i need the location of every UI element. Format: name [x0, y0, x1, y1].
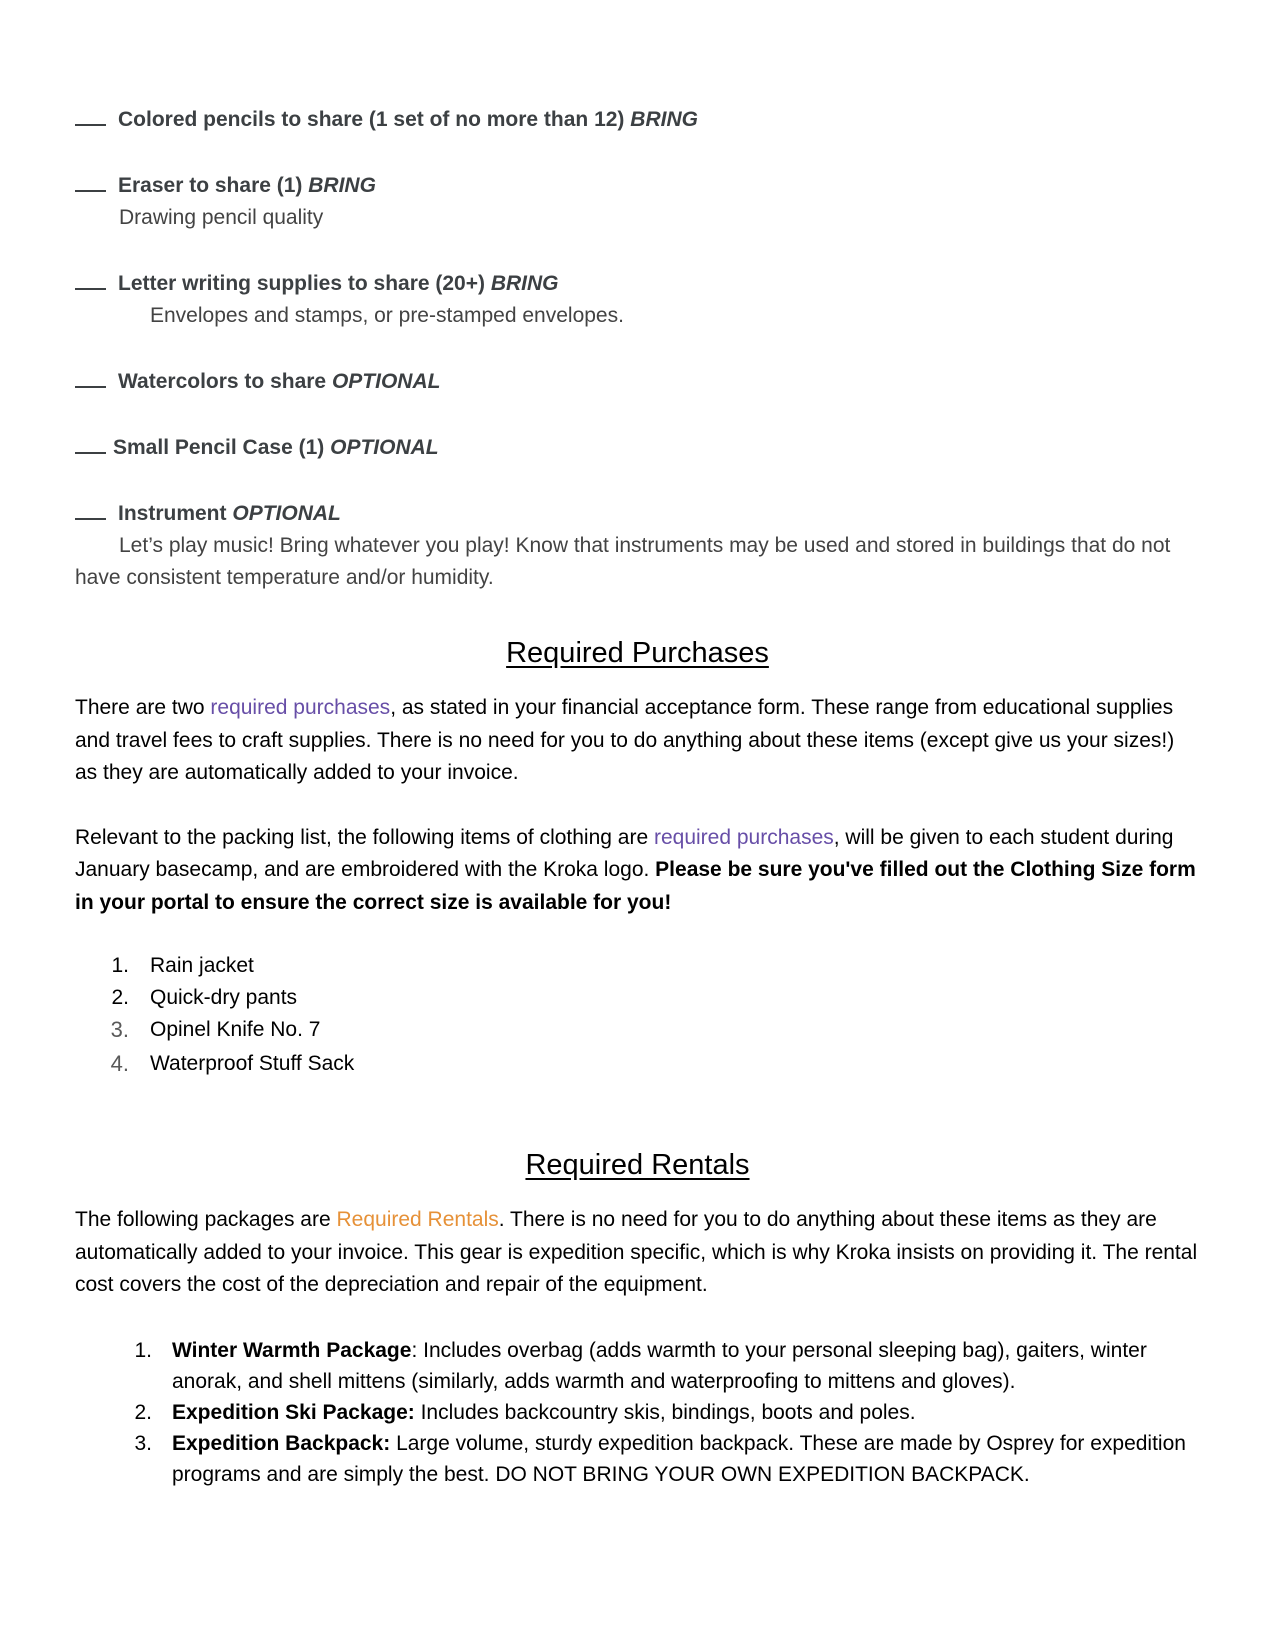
document-page: [75, 104, 1200, 1490]
item-tag: BRING: [490, 272, 559, 295]
checklist-item-pencil-case: [75, 432, 1200, 464]
item-heading: [75, 436, 439, 459]
purchases-paragraph-2: Relevant to the packing list, the following items of clothing are required purchases, will be given to each student during January basecamp, and are embroidered with the Kroka logo. Please be sure you've filled out the Clothing Size form in your portal to ensure the correct size is available for you!: [75, 825, 1196, 914]
checkbox-blank-line: [75, 366, 106, 388]
required-purchases-link[interactable]: required purchases: [653, 825, 834, 849]
clothing-size-notice: Please be sure you've filled out the Clothing Size form in your portal to ensure the correct size is available for you!: [75, 858, 1196, 914]
item-tag: OPTIONAL: [232, 502, 341, 525]
rentals-paragraph: The following packages are Required Rentals. There is no need for you to do anything about these items as they are automatically added to your invoice. This gear is expedition specific, which is why Kroka insists on providing it. The rental cost covers the cost of the depreciation and repair of the equipment.: [75, 1208, 1198, 1296]
list-item: 2. Expedition Ski Package: Includes backcountry skis, bindings, boots and poles.: [134, 1400, 916, 1424]
item-heading: [75, 370, 440, 393]
list-item: 1. Rain jacket: [111, 954, 254, 977]
checkbox-blank-line: [75, 170, 106, 192]
item-note: Drawing pencil quality: [119, 206, 324, 229]
checklist-item-letter-writing: [75, 268, 1200, 300]
item-label: Eraser to share (1): [118, 174, 303, 197]
checkbox-blank-line: [75, 104, 106, 126]
list-item: 3. Opinel Knife No. 7: [110, 1017, 321, 1042]
item-label: Instrument: [118, 502, 227, 525]
purchases-paragraph-1: There are two required purchases, as stated in your financial acceptance form. These range from educational supplies and travel fees to craft supplies. There is no need for you to do anything about these items (except give us your sizes!) as they are automatically added to your invoice.: [75, 696, 1175, 784]
list-item: 2. Quick-dry pants: [111, 986, 298, 1009]
item-heading: [75, 272, 559, 295]
checkbox-blank-line: [75, 498, 106, 520]
item-label: Watercolors to share: [118, 370, 327, 393]
item-tag: BRING: [630, 108, 698, 131]
item-tag: OPTIONAL: [331, 370, 441, 393]
section-title-required-rentals: Required Rentals: [525, 1149, 750, 1181]
section-title-required-purchases: Required Purchases: [506, 637, 769, 669]
item-label: Letter writing supplies to share (20+): [118, 272, 485, 295]
checklist-item-colored-pencils: [75, 104, 1200, 136]
item-tag: BRING: [308, 174, 376, 197]
rentals-list: [75, 1335, 1200, 1490]
clothing-list: [75, 950, 1200, 1080]
list-item: 3. Expedition Backpack: Large volume, sturdy expedition backpack. These are made by Osprey for expedition programs and are simply the best. DO NOT BRING YOUR OWN EXPEDITION BACKPACK.: [134, 1431, 1186, 1486]
required-purchases-link[interactable]: required purchases: [210, 696, 391, 719]
item-heading: [75, 108, 698, 131]
checklist-item-eraser: [75, 170, 1200, 202]
required-rentals-link[interactable]: Required Rentals: [336, 1208, 499, 1231]
list-item: 1. Winter Warmth Package: Includes overbag (adds warmth to your personal sleeping bag), gaiters, winter anorak, and shell mittens (similarly, adds warmth and waterproofing to mittens and gloves).: [134, 1338, 1147, 1393]
checkbox-blank-line: [75, 432, 106, 454]
item-tag: OPTIONAL: [330, 436, 439, 459]
item-label: Small Pencil Case (1): [113, 436, 325, 459]
item-heading: [75, 502, 341, 525]
item-note: Envelopes and stamps, or pre-stamped envelopes.: [150, 304, 624, 327]
list-item: 4. Waterproof Stuff Sack: [110, 1051, 355, 1076]
item-note: Let’s play music! Bring whatever you play! Know that instruments may be used and stored in buildings that do not have consistent temperature and/or humidity.: [75, 534, 1171, 589]
checklist-item-instrument: [75, 498, 1200, 530]
item-heading: [75, 174, 376, 197]
checkbox-blank-line: [75, 268, 106, 290]
item-label: Colored pencils to share (1 set of no more than 12): [118, 108, 625, 131]
checklist-item-watercolors: [75, 366, 1200, 398]
